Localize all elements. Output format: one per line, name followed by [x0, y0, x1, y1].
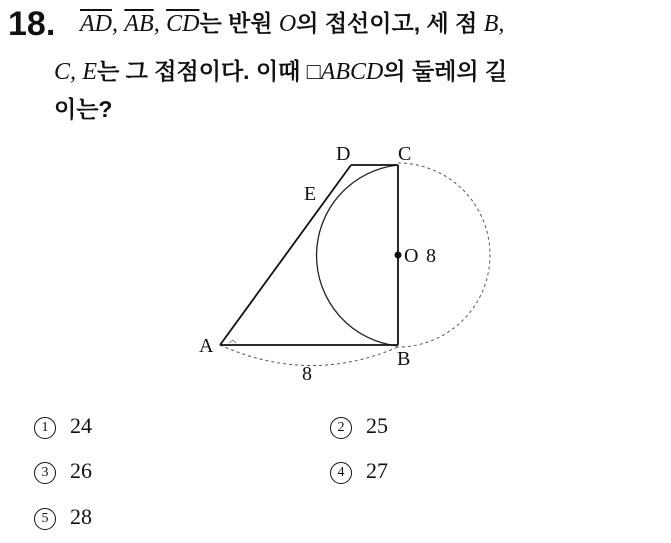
question-text: 의 접선이고, 세 점 — [296, 10, 478, 36]
point-c: C, — [54, 59, 77, 85]
segment-da-line — [220, 165, 351, 345]
choice-2[interactable] — [330, 412, 388, 440]
choice-value: 26 — [70, 458, 92, 483]
label-c: C — [398, 143, 412, 165]
choice-value: 28 — [70, 504, 92, 529]
label-bc-length: 8 — [426, 245, 436, 267]
question-text: 의 둘레의 길 — [383, 58, 508, 84]
choice-mark: 5 — [34, 508, 56, 530]
label-a: A — [199, 335, 214, 357]
choice-mark: 2 — [330, 417, 352, 439]
question-text: 는 반원 — [199, 10, 273, 36]
segment-ad: $\overline{AD}$ — [80, 11, 112, 37]
point-o: O — [278, 11, 297, 37]
question-line-3: 이는? — [54, 96, 113, 122]
choice-value: 24 — [70, 413, 92, 438]
choice-mark: 3 — [34, 462, 56, 484]
label-e: E — [304, 183, 317, 205]
choice-value: 25 — [366, 413, 388, 438]
angle-mark — [229, 340, 236, 343]
choice-mark: 4 — [330, 462, 352, 484]
segment-ab: $\overline{AB}$ — [124, 11, 154, 37]
label-o: O — [404, 245, 419, 267]
choice-3[interactable] — [34, 457, 92, 485]
label-ab-length: 8 — [302, 363, 312, 385]
semicircle — [317, 165, 398, 346]
quadrilateral-name: ABCD — [320, 59, 384, 85]
choice-4[interactable] — [330, 457, 388, 485]
comma: , — [112, 11, 118, 37]
comma: , — [153, 11, 160, 37]
point-b: B, — [483, 11, 505, 37]
question-text: 는 그 접점이다. 이때 — [97, 58, 301, 84]
choice-5[interactable] — [34, 503, 92, 531]
square-symbol: □ — [306, 58, 321, 84]
segment-cd: $\overline{CD}$ — [166, 11, 200, 37]
label-b: B — [397, 348, 411, 370]
question-number: 18. — [8, 5, 56, 43]
choice-1[interactable] — [34, 412, 92, 440]
choice-value: 27 — [366, 458, 388, 483]
center-point-o — [395, 252, 402, 259]
label-d: D — [336, 143, 351, 165]
choice-mark: 1 — [34, 417, 56, 439]
point-e: E — [82, 59, 98, 85]
